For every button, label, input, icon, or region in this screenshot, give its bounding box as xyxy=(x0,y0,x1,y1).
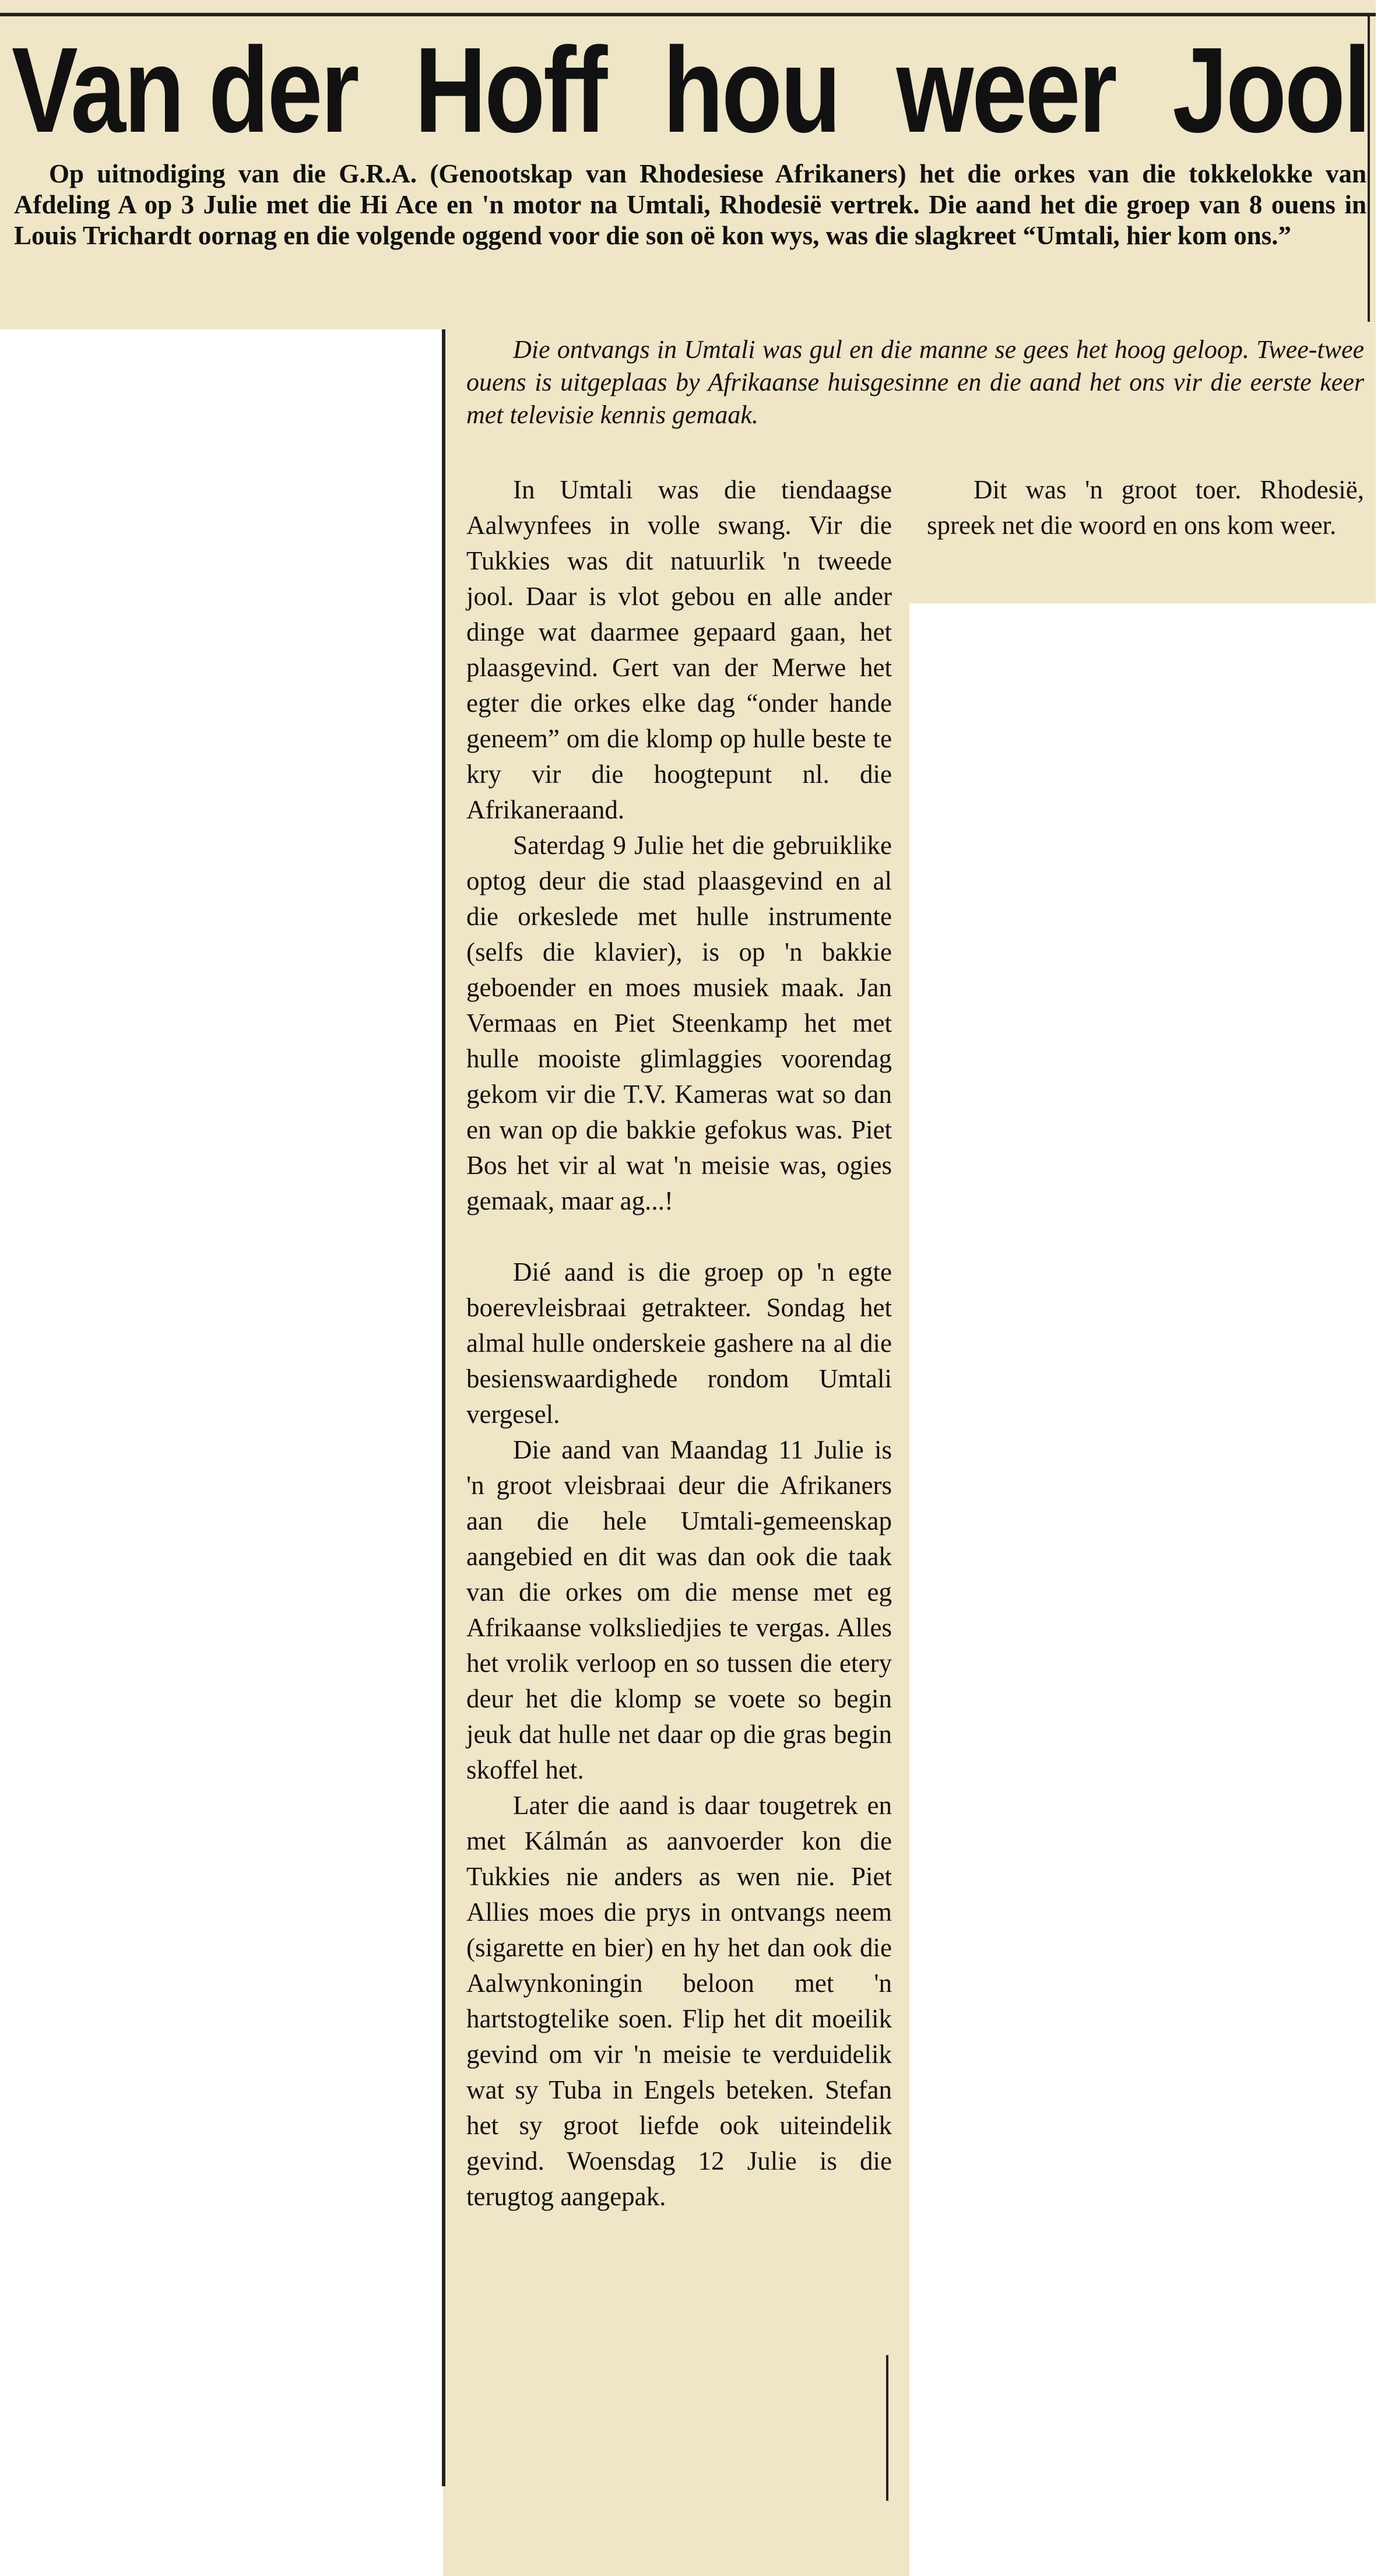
paragraph: Die aand van Maandag 11 Julie is 'n groot vleisbraai deur die Afrikaners aan die hele Umtali-gemeenskap aangebied en dit was dan ook die taak van die orkes om die mense met eg Afrikaanse volksliedjies te vergas. Alles het vrolik verloop en so tussen die etery deur het die klomp se voete so begin jeuk dat hulle net daar op die gras begin skoffel het. xyxy=(466,1435,892,1784)
paragraph: Dié aand is die groep op 'n egte boerevleisbraai getrakteer. Sondag het almal hulle onderskeie gashere na al die besienswaardighede rondom Umtali vergesel. xyxy=(466,1257,892,1429)
headline-word: weer xyxy=(896,23,1116,158)
standfirst: Die ontvangs in Umtali was gul en die manne se gees het hoog geloop. Twee-twee ouens is uitgeplaas by Afrikaanse huisgesinne en die aand het ons vir die eerste keer met televisie kennis gemaak. xyxy=(466,335,1364,429)
paragraph: In Umtali was die tiendaagse Aalwynfees in volle swang. Vir die Tukkies was dit natuurlik 'n tweede jool. Daar is vlot gebou en alle ander dinge wat daarmee gepaard gaan, het plaasgevind. Gert van der Merwe het egter die orkes elke dag “onder hande geneem” om die klomp op hulle beste te kry vir die hoogtepunt nl. die Afrikaneraand. xyxy=(466,475,892,824)
paragraph: Saterdag 9 Julie het die gebruiklike optog deur die stad plaasgevind en al die orkeslede met hulle instrumente (selfs die klavier), is op 'n bakkie geboender en moes musiek maak. Jan Vermaas en Piet Steenkamp het met hulle mooiste glimlaggies voorendag gekom vir die T.V. Kameras wat so dan en wan op die bakkie gefokus was. Piet Bos het vir al wat 'n meisie was, ogies gemaak, maar ag...! xyxy=(466,831,892,1215)
column-rule xyxy=(442,329,445,2486)
headline-word: hou xyxy=(663,23,839,158)
headline xyxy=(12,23,1369,157)
headline-word: Hoff xyxy=(414,23,606,158)
main-column xyxy=(466,472,892,2215)
top-rule xyxy=(0,13,1376,16)
intro-paragraph: Op uitnodiging van die G.R.A. (Genootskap van Rhodesiese Afrikaners) het die orkes van die tokkelokke van Afdeling A op 3 Julie met die Hi Ace en 'n motor na Umtali, Rhodesië vertrek. Die aand het die groep van 8 ouens in Louis Trichardt oornag en die volgende oggend voor die son oë kon wys, was die slagkreet “Umtali, hier kom ons.” xyxy=(14,159,1366,250)
end-rule xyxy=(886,2355,888,2501)
headline-word: Van der xyxy=(12,23,358,158)
paragraph: Later die aand is daar tougetrek en met Kálmán as aanvoerder kon die Tukkies nie anders as wen nie. Piet Allies moes die prys in ontvangs neem (sigarette en bier) en hy het dan ook die Aalwynkoningin beloon met 'n hartstogtelike soen. Flip het dit moeilik gevind om vir 'n meisie te verduidelik wat sy Tuba in Engels beteken. Stefan het sy groot liefde ook uiteindelik gevind. Woensdag 12 Julie is die terugtog aangepak. xyxy=(466,1791,892,2211)
side-column xyxy=(927,472,1364,543)
paragraph: Dit was 'n groot toer. Rhodesië, spreek net die woord en ons kom weer. xyxy=(927,475,1364,540)
headline-word: Jool xyxy=(1172,23,1369,158)
